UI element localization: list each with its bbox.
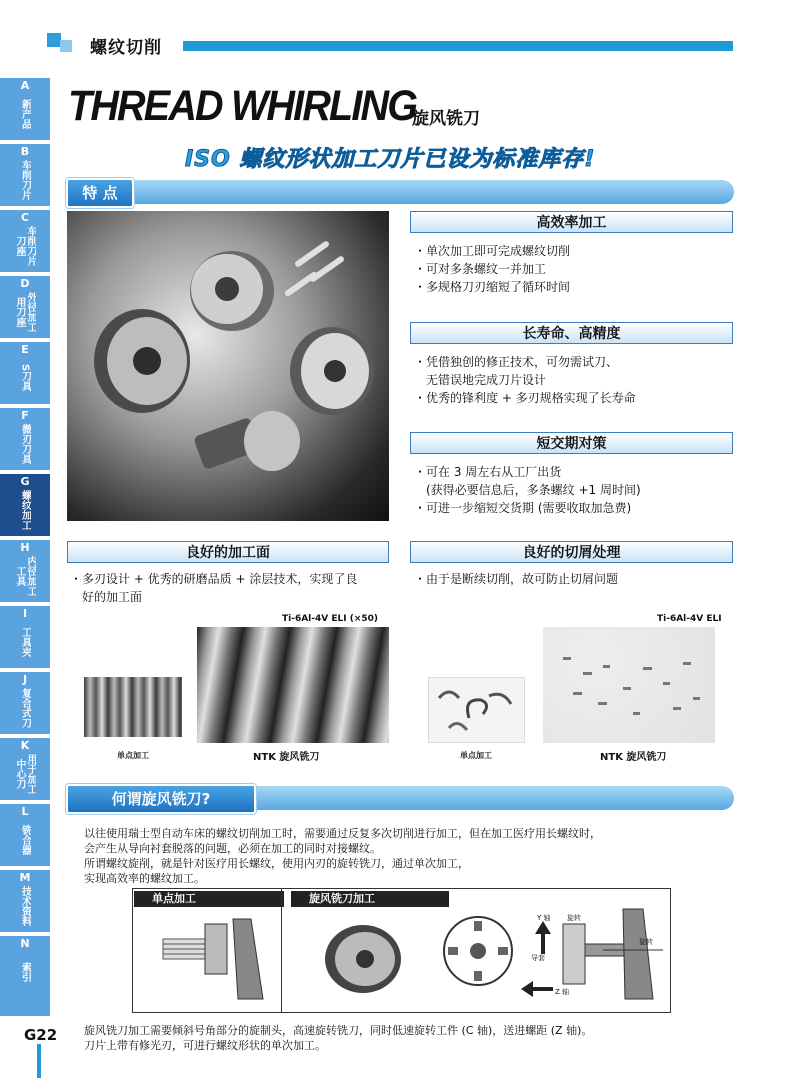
footer-text: 旋风铣刀加工需要倾斜号角部分的旋制头，高速旋转铣刀，同时低速旋转工件 (C 轴)，送进螺距 (Z 轴)。 刀片上带有修光刃，可进行螺纹形状的单次加工。 [84, 1024, 593, 1052]
feature-heading-delivery: 短交期对策 [410, 432, 733, 454]
feature-heading-efficiency: 高效率加工 [410, 211, 733, 233]
chips-photo-singlepoint [428, 677, 525, 743]
side-tab-j[interactable]: J 复合式刀 [0, 672, 50, 736]
side-tab-c[interactable]: C 车削刀片刀座 [0, 210, 50, 274]
side-tab-b[interactable]: B 车削刀片 [0, 144, 50, 208]
finish-caption-left: 单点加工 [117, 751, 149, 760]
cutter-head-right [290, 327, 374, 415]
whatis-text: 以往使用瑞士型自动车床的螺纹切削加工时，需要通过反复多次切削进行加工，但在加工医疗用长螺纹时， 会产生从导向衬套脱落的问题，必须在加工的同时对接螺纹。 所谓螺纹旋削，就是针对医疗用长螺纹，使用内刃的旋转铣刀，通过单次加工， 实现高效率的螺纹加工。 [84, 827, 601, 885]
main-title: THREAD WHIRLING [68, 82, 417, 130]
features-section-bar [66, 180, 734, 204]
page-number-bar [37, 1044, 41, 1078]
finish-photo-ntk [197, 627, 389, 743]
features-section-label: 特 点 [66, 178, 134, 208]
diagram-drawing [133, 889, 670, 1012]
finish-heading: 良好的加工面 [67, 541, 389, 563]
chips-text: ・由于是断续切削，故可防止切屑问题 [414, 572, 619, 586]
index-strip [0, 78, 50, 1018]
side-tab-f[interactable]: F 微刃刀具 [0, 408, 50, 472]
singlepoint-illustration [163, 919, 263, 999]
diagram-label-singlepoint: 单点加工 [134, 891, 284, 907]
feature-bullets-longlife: ・凭借独创的修正技术，可勿需试刀、 无错误地完成刀片设计 ・优秀的锋利度 + 多刃规格实现了长寿命 [414, 355, 636, 405]
feature-heading-longlife: 长寿命、高精度 [410, 322, 733, 344]
feature-bullets-efficiency: ・单次加工即可完成螺纹切削 ・可对多条螺纹一并加工 ・多规格刀刃缩短了循环时间 [414, 244, 571, 294]
side-tab-a[interactable]: A 新产品 [0, 78, 50, 142]
side-tab-k[interactable]: K 用于加工中心刀 [0, 738, 50, 802]
finish-material-label: Ti-6Al-4V ELI (×50) [282, 614, 379, 624]
chips-material-label: Ti-6Al-4V ELI [657, 614, 722, 624]
slogan: ISO 螺纹形状加工刀片已设为标准库存! [185, 147, 596, 172]
side-tab-g[interactable]: G 螺纹加工 [0, 474, 50, 538]
curled-chips-illustration [429, 678, 524, 742]
feature-bullets-delivery: ・可在 3 周左右从工厂出货 (获得必要信息后，多条螺纹 +1 周时间) ・可进一步缩短交货期 (需要收取加急费) [414, 465, 641, 515]
header-square-light [60, 40, 72, 52]
side-tab-h[interactable]: H 内径加工工具 [0, 540, 50, 604]
whirling-heads-illustration [67, 211, 389, 521]
diagram-wire-label: 导套 [531, 954, 545, 962]
cutter-head-bottom [193, 411, 300, 471]
whatis-section-label: 何谓旋风铣刀? [66, 784, 256, 814]
finish-caption-right: NTK 旋风铣刀 [253, 752, 320, 763]
diagram-z-axis-label: Z 轴 [555, 988, 570, 996]
product-photo [67, 211, 389, 521]
header-square-dark [47, 33, 61, 47]
finish-photo-singlepoint [84, 677, 182, 737]
diagram-rotate-label-1: 旋转 [567, 914, 581, 922]
main-subtitle: 旋风铣刀 [412, 109, 480, 129]
chips-photo-ntk [543, 627, 715, 743]
side-tab-i[interactable]: I 工具夹 [0, 606, 50, 670]
finish-text: ・多刃设计 + 优秀的研磨品质 + 涂层技术，实现了良 好的加工面 [70, 572, 358, 604]
cutter-head-top [190, 251, 274, 331]
side-tab-m[interactable]: M 技术资料 [0, 870, 50, 934]
header-bar [183, 41, 733, 51]
loose-inserts [284, 240, 345, 297]
page-number: G22 [24, 1026, 58, 1044]
side-tab-e[interactable]: E S刀具 [0, 342, 50, 406]
whatis-section-bar [66, 786, 734, 810]
diagram-rotate-label-2: 旋转 [639, 938, 653, 946]
small-chips-illustration [543, 627, 715, 743]
chips-heading: 良好的切屑处理 [410, 541, 733, 563]
chips-caption-right: NTK 旋风铣刀 [600, 752, 667, 763]
side-tab-l[interactable]: L 铣合器 [0, 804, 50, 868]
whirling-front-view [444, 917, 512, 985]
side-tab-n[interactable]: N 索引 [0, 936, 50, 1018]
cutter-head-left [94, 309, 190, 413]
whirling-head-illustration [325, 925, 401, 993]
section-title: 螺纹切削 [90, 38, 162, 58]
diagram-y-axis-label: Y 轴 [537, 914, 551, 922]
side-tab-d[interactable]: D 外径加工用刀座 [0, 276, 50, 340]
chips-caption-left: 单点加工 [460, 751, 492, 760]
diagram-label-whirling: 旋风铣刀加工 [291, 891, 449, 907]
comparison-diagram [132, 888, 671, 1013]
